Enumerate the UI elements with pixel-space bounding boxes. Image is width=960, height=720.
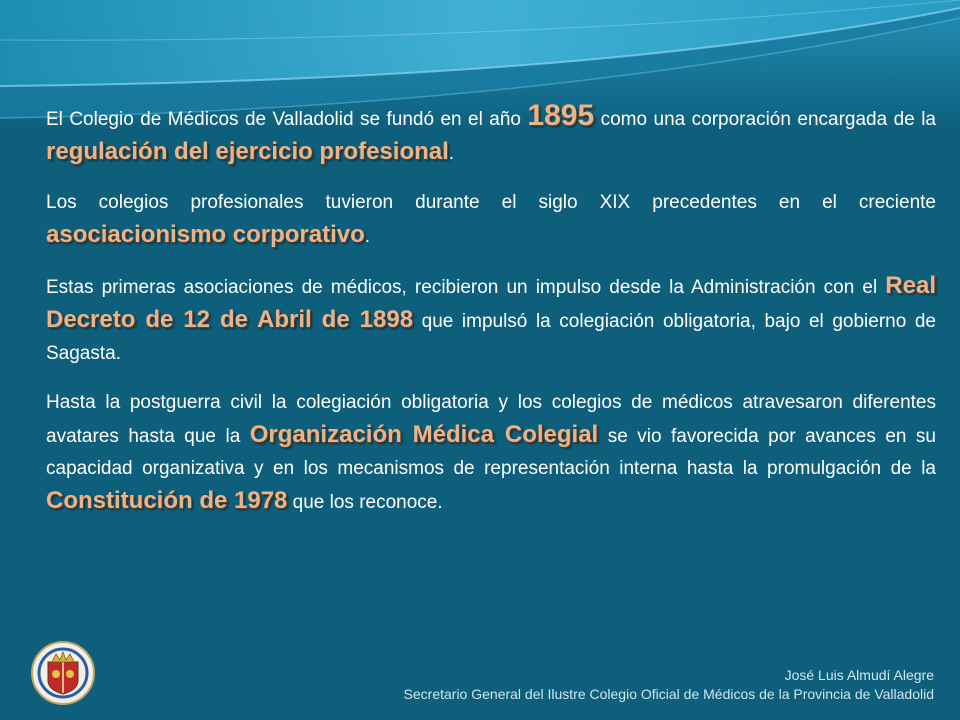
highlight-text: asociacionismo corporativo: [46, 221, 365, 248]
text-run: Hasta la postguerra civil la colegiación obligatoria y los colegios de médicos atravesaron diferentes avatares hasta que la: [46, 392, 936, 447]
footer-role: Secretario General del Ilustre Colegio Oficial de Médicos de la Provincia de Valladolid: [403, 686, 934, 702]
text-run: .: [364, 226, 371, 247]
text-run: .: [448, 143, 455, 164]
text-run: que impulsó la colegiación obligatoria, bajo el gobierno de Sagasta.: [46, 311, 936, 364]
body-text: [46, 100, 936, 536]
text-run: como una corporación encargada de la: [594, 109, 936, 130]
highlight-text: Real Decreto de 12 de Abril de 1898: [46, 272, 936, 333]
highlight-text: regulación del ejercicio profesional: [46, 138, 449, 165]
paragraph: [46, 187, 936, 253]
college-crest-icon: [30, 640, 96, 706]
highlight-text: Constitución de 1978: [46, 487, 288, 514]
highlight-text: 1895: [527, 99, 595, 132]
text-run: Estas primeras asociaciones de médicos, recibieron un impulso desde la Administración con el: [46, 277, 886, 298]
text-run: que los reconoce.: [287, 492, 443, 513]
paragraph: [46, 387, 936, 519]
footer-author: José Luis Almudí Alegre: [784, 667, 934, 683]
footer: [404, 666, 934, 704]
paragraph: [46, 100, 936, 170]
text-run: Los colegios profesionales tuvieron durante el siglo XIX precedentes en el creciente: [46, 192, 936, 213]
text-run: se vio favorecida por avances en su capacidad organizativa y en los mecanismos de representación interna hasta la promulgación de la: [46, 426, 937, 479]
paragraph: [46, 270, 936, 370]
highlight-text: Organización Médica Colegial: [249, 421, 599, 448]
text-run: El Colegio de Médicos de Valladolid se fundó en el año: [46, 109, 528, 130]
